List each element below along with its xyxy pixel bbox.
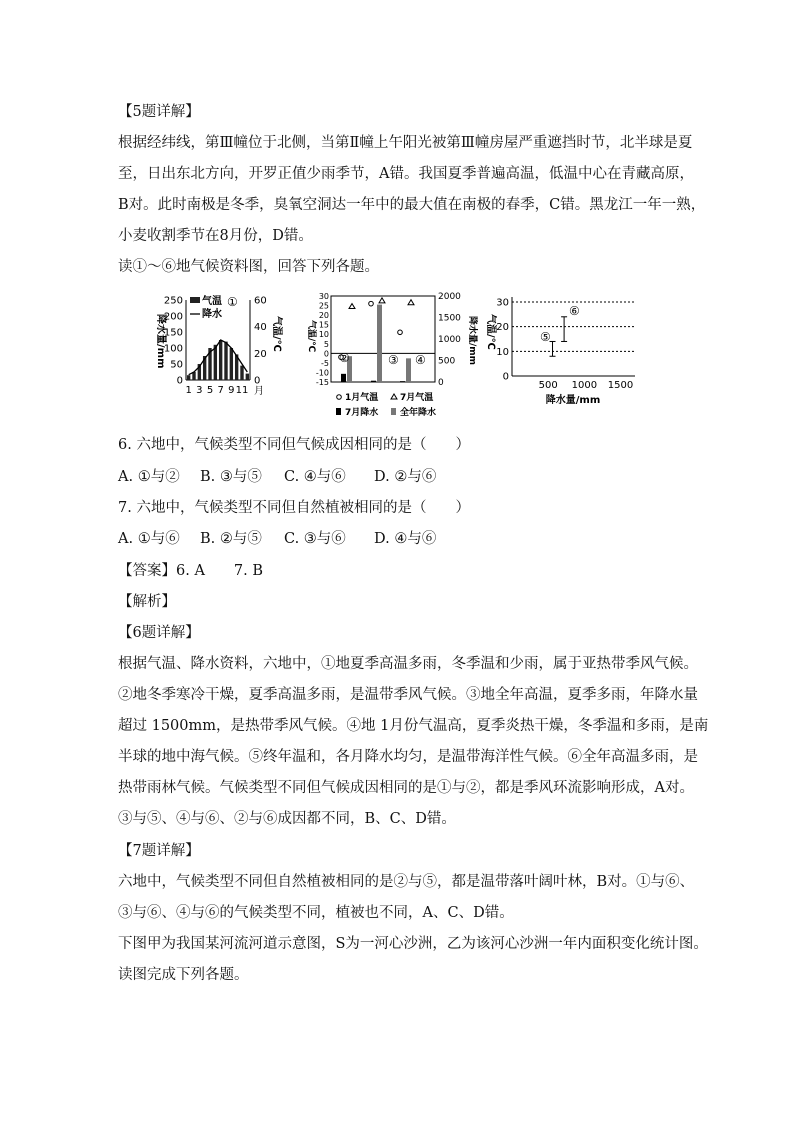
fig2-legend-4-icon	[391, 408, 396, 415]
fig1-precip-bar	[230, 348, 233, 380]
fig1-x-tick: 7	[217, 385, 224, 396]
q7-option-a[interactable]: A. ①与⑥	[118, 531, 180, 547]
fig1-y-left-tick: 0	[176, 375, 183, 387]
fig1-y-left-tick: 100	[163, 343, 183, 355]
fig2-y-right-tick: 0	[438, 378, 444, 388]
fig1-temp-line	[189, 340, 248, 375]
fig3-y-tick: 30	[496, 297, 509, 309]
fig1-precip-bar	[240, 366, 243, 380]
fig2-y-left-tick: 25	[318, 301, 329, 311]
fig1-y-left-tick: 200	[163, 311, 183, 323]
q6-options	[118, 468, 678, 487]
fig1-y-left-tick: 50	[170, 359, 183, 371]
fig2-y-right-tick: 1000	[438, 335, 461, 345]
fig2-jul-precip-bar	[400, 381, 405, 382]
sec6-line-5: 热带雨林气候。气候类型不同但气候成因相同的是①与②，都是季风环流影响形成，A对。	[118, 780, 694, 796]
fig2-jul-precip-bar	[341, 374, 346, 382]
fig1-y-left-tick: 250	[163, 295, 183, 307]
sec5-line-2: 至，日出东北方向，开罗正值少雨季节，A错。我国夏季普遍高温，低温中心在青藏高原，	[118, 166, 694, 182]
sec7-title: 【7题详解】	[118, 843, 200, 859]
sec5-line-4: 小麦收割季节在8月份，D错。	[118, 228, 313, 244]
sec7-line-2: ③与⑥、④与⑥的气候类型不同，植被也不同，A、C、D错。	[118, 905, 514, 921]
answer: 【答案】6. A 7. B	[118, 563, 264, 579]
fig2-annual-precip-bar	[406, 358, 411, 382]
fig2-y-right-tick: 2000	[438, 292, 461, 302]
q6-stem: 6. 六地中，气候类型不同但气候成因相同的是（ ）	[118, 437, 470, 453]
fig2-y-left-tick: 30	[318, 292, 329, 301]
fig2-y-right-label: 降水量/mm	[467, 316, 477, 366]
fig1-y-right-tick: 40	[254, 322, 267, 334]
fig1-precip-bar	[187, 375, 190, 380]
fig3-x-label: 降水量/mm	[545, 395, 601, 406]
fig2-y-left-label: 气温/℃	[306, 320, 316, 353]
sec5-line-1: 根据经纬线，第Ⅲ幢位于北侧，当第Ⅱ幢上午阳光被第Ⅲ幢房屋严重遮挡时节，北半球是夏	[118, 135, 693, 151]
outro-line-2: 读图完成下列各题。	[118, 967, 249, 983]
fig2-annual-precip-bar	[377, 305, 382, 382]
fig2-jul-precip-bar	[371, 381, 376, 382]
fig2-legend-2-icon	[391, 394, 397, 399]
fig3-label: ⑥	[569, 304, 580, 318]
fig2-jan-temp-point	[369, 301, 374, 306]
fig2-y-left-tick: 5	[323, 339, 329, 349]
fig2-y-right-tick: 1500	[438, 313, 461, 324]
fig1-x-unit: 月	[254, 386, 264, 397]
fig1-precip-bar	[214, 345, 217, 380]
fig1-x-tick: 1	[185, 385, 192, 396]
fig2-jul-temp-point	[408, 300, 414, 305]
fig2-label: ③	[388, 353, 399, 367]
fig2-y-left-tick: 15	[318, 320, 329, 330]
fig1-y-left-tick: 150	[163, 327, 183, 339]
fig3-y-tick: 20	[496, 322, 509, 334]
fig2-y-right-tick: 500	[438, 356, 456, 367]
fig2-y-left-tick: 0	[323, 349, 329, 359]
fig1-y-left-label: 降水量/mm	[155, 314, 166, 369]
fig3-y-tick: 0	[502, 371, 509, 383]
fig1-y-right-tick: 0	[254, 375, 261, 387]
q7-option-b[interactable]: B. ②与⑤	[200, 531, 262, 547]
fig1-precip-bar	[224, 342, 227, 380]
sec6-line-3: 超过 1500mm，是热带季风气候。④地 1月份气温高，夏季炎热干燥，冬季温和多雨，是南	[118, 718, 709, 734]
q7-stem: 7. 六地中，气候类型不同但自然植被相同的是（ ）	[118, 500, 470, 516]
climate-chart-2	[305, 292, 480, 431]
fig1-x-tick: 5	[206, 385, 214, 396]
fig2-legend-3-icon	[336, 408, 341, 415]
fig2-y-left-tick: -15	[315, 378, 329, 387]
sec5-title: 【5题详解】	[118, 104, 200, 120]
fig2-legend-3: 7月降水	[345, 408, 379, 418]
fig2-legend-1-icon	[337, 395, 342, 400]
fig1-y-right-label: 气温/℃	[271, 316, 282, 352]
q6-option-c[interactable]: C. ④与⑥	[284, 469, 346, 485]
q7-options	[118, 530, 678, 549]
fig3-label: ⑤	[540, 330, 551, 344]
fig3-x-tick: 1000	[571, 380, 598, 391]
fig3-y-tick: 10	[496, 346, 509, 358]
fig1-legend-precip: 降水	[202, 309, 222, 320]
q6-option-a[interactable]: A. ①与②	[118, 469, 180, 485]
fig1-y-right-tick: 20	[254, 348, 267, 360]
fig2-legend-4: 全年降水	[400, 408, 437, 418]
fig2-y-left-tick: -5	[321, 358, 329, 368]
q6-option-d[interactable]: D. ②与⑥	[374, 469, 437, 485]
fig2-y-left-tick: 20	[318, 311, 329, 321]
outro-line-1: 下图甲为我国某河流河道示意图，S为一河心沙洲，乙为该河心沙洲一年内面积变化统计图。	[118, 936, 708, 952]
fig1-y-right-tick: 60	[254, 295, 267, 307]
sec7-line-1: 六地中，气候类型不同但自然植被相同的是②与⑤，都是温带落叶阔叶林，B对。①与⑥、	[118, 874, 695, 890]
q7-option-c[interactable]: C. ③与⑥	[284, 531, 346, 547]
sec6-line-6: ③与⑤、④与⑥、②与⑥成因都不同，B、C、D错。	[118, 811, 456, 827]
fig2-jul-temp-point	[379, 298, 385, 303]
fig2-y-left-tick: -10	[315, 368, 329, 378]
fig1-precip-bar	[219, 340, 222, 380]
fig2-label: ②	[339, 351, 350, 365]
sec5-line-3: B对。此时南极是冬季，臭氧空洞达一年中的最大值在南极的春季，C错。黑龙江一年一熟，	[118, 197, 706, 213]
analysis-title: 【解析】	[118, 594, 176, 610]
fig2-legend-2: 7月气温	[400, 393, 434, 403]
climate-chart-1	[150, 292, 280, 406]
fig1-x-tick: 11	[235, 385, 249, 396]
fig1-label: ①	[227, 295, 238, 309]
fig2-label: ④	[415, 353, 426, 367]
fig2-jan-temp-point	[398, 330, 403, 335]
figure-intro: 读①～⑥地气候资料图，回答下列各题。	[118, 259, 379, 275]
fig1-x-tick: 9	[228, 385, 235, 396]
fig2-jul-temp-point	[349, 304, 355, 309]
fig1-legend-temp-swatch	[190, 297, 200, 303]
climate-chart-3	[485, 292, 645, 416]
q7-option-d[interactable]: D. ④与⑥	[374, 531, 437, 547]
sec6-line-1: 根据气温、降水资料，六地中，①地夏季高温多雨，冬季温和少雨，属于亚热带季风气候。	[118, 656, 698, 672]
fig3-y-label: 气温/℃	[485, 314, 496, 350]
fig2-legend-1: 1月气温	[345, 393, 379, 403]
fig1-legend-temp: 气温	[202, 296, 222, 307]
q6-option-b[interactable]: B. ③与⑤	[200, 469, 262, 485]
sec6-title: 【6题详解】	[118, 625, 200, 641]
sec6-line-4: 半球的地中海气候。⑤终年温和，各月降水均匀，是温带海洋性气候。⑥全年高温多雨，是	[118, 749, 698, 765]
fig1-precip-bar	[246, 374, 249, 380]
fig3-x-tick: 1500	[607, 380, 634, 391]
fig3-x-tick: 500	[538, 380, 558, 391]
fig1-x-tick: 3	[196, 385, 203, 396]
fig2-y-left-tick: 10	[318, 330, 329, 340]
sec6-line-2: ②地冬季寒冷干燥，夏季高温多雨，是温带季风气候。③地全年高温，夏季多雨，年降水量	[118, 687, 698, 703]
